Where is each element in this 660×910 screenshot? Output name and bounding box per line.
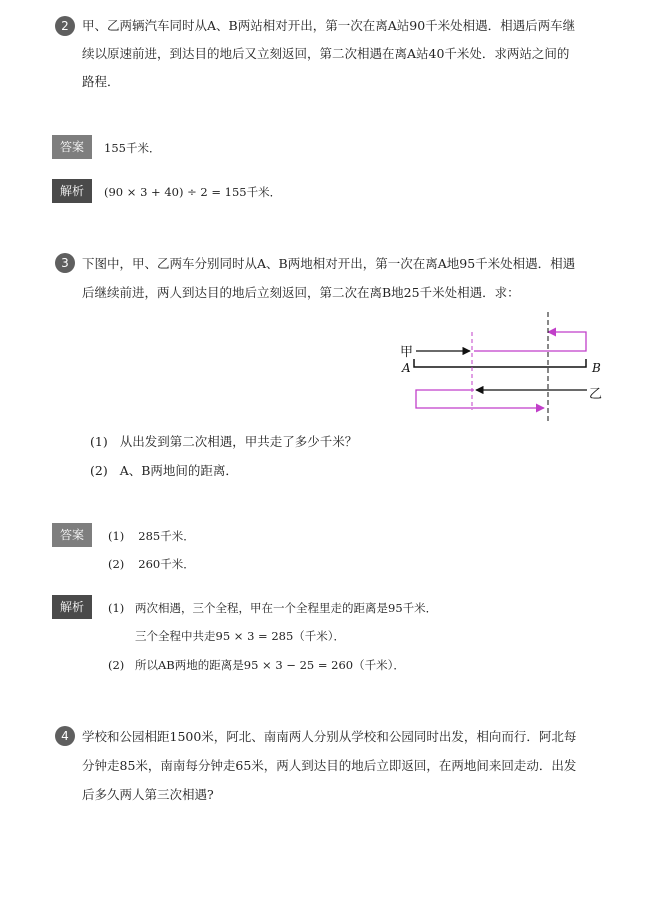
analysis-item: [108, 657, 405, 673]
answer-tag[interactable]: 答案: [52, 135, 92, 159]
label-jia: 甲: [400, 345, 414, 360]
question-number-badge: 4: [55, 726, 75, 746]
answer-tag[interactable]: 答案: [52, 523, 92, 547]
analysis-number: (2): [108, 658, 125, 672]
answer-number: (2): [108, 557, 125, 571]
question-text-line: 下图中，甲、乙两车分别同时从A、B两地相对开出，第一次在离A地95千米处相遇．相遇: [82, 256, 576, 271]
question-text-line: 路程．: [82, 74, 120, 89]
sub-question-number: (2): [90, 463, 108, 478]
answer-text: 285千米．: [138, 529, 195, 543]
analysis-item: [108, 628, 345, 644]
analysis-text: (90 × 3 + 40) ÷ 2 = 155千米．: [104, 185, 282, 199]
meeting-diagram: [396, 310, 608, 430]
analysis-tag[interactable]: 解析: [52, 179, 92, 203]
analysis-text: 所以AB两地的距离是95 × 3 − 25 = 260（千米）．: [135, 658, 405, 672]
question-number-badge: 3: [55, 253, 75, 273]
analysis-text: 两次相遇，三个全程，甲在一个全程里走的距离是95千米．: [135, 601, 438, 615]
answer-number: (1): [108, 529, 125, 543]
analysis-number: (1): [108, 601, 125, 615]
question-text-line: 学校和公园相距1500米，阿北、南南两人分别从学校和公园同时出发，相向而行．阿北每: [82, 729, 577, 744]
answer-text: 155千米．: [104, 141, 161, 155]
question-text-line: 分钟走85米，南南每分钟走65米，两人到达目的地后立即返回，在两地间来回走动．出发: [82, 758, 577, 773]
question-number-badge: 2: [55, 16, 75, 36]
analysis-item: [108, 600, 437, 616]
question-text-line: 续以原速前进，到达目的地后又立刻返回，第二次相遇在离A站40千米处．求两站之间的: [82, 46, 570, 61]
question-text-line: 甲、乙两辆汽车同时从A、B两站相对开出，第一次在离A站90千米处相遇．相遇后两车继: [82, 18, 576, 33]
sub-question-number: (1): [90, 434, 108, 449]
answer-item: [108, 528, 195, 544]
question-text-line: 后多久两人第三次相遇?: [82, 787, 214, 802]
analysis-tag[interactable]: 解析: [52, 595, 92, 619]
label-a: A: [402, 361, 411, 375]
question-text-line: 后继续前进，两人到达目的地后立刻返回，第二次在离B地25千米处相遇．求：: [82, 285, 520, 300]
answer-text: 260千米．: [138, 557, 195, 571]
sub-question-text: A、B两地间的距离．: [119, 463, 238, 478]
sub-question: [90, 457, 238, 485]
yi-route-bottom: [416, 390, 544, 408]
label-b: B: [592, 361, 601, 375]
segment-ab: [414, 359, 586, 367]
analysis-text: 三个全程中共走95 × 3 = 285（千米）．: [135, 629, 346, 643]
jia-route-top: [474, 332, 586, 351]
label-yi: 乙: [589, 387, 603, 402]
sub-question: [90, 428, 357, 456]
sub-question-text: 从出发到第二次相遇，甲共走了多少千米？: [119, 434, 358, 449]
answer-item: [108, 556, 195, 572]
